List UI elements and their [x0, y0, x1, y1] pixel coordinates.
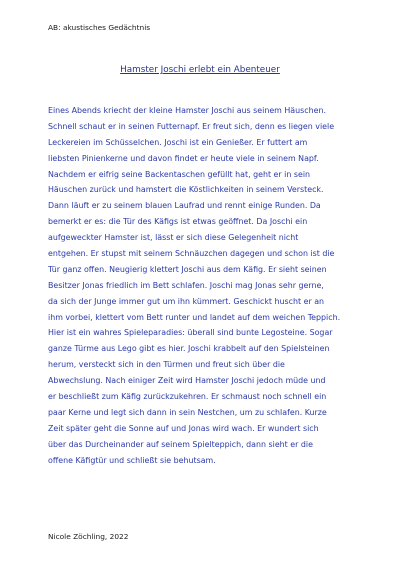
story-line: Hier ist ein wahres Spieleparadies: überall sind bunte Legosteine. Sogar [48, 328, 333, 338]
story-line: Nachdem er eifrig seine Backentaschen gefüllt hat, geht er in sein [48, 169, 311, 179]
story-line: Tür ganz offen. Neugierig klettert Joschi aus dem Käfig. Er sieht seinen [48, 264, 327, 274]
story-line: Schnell schaut er in seinen Futternapf. Er freut sich, denn es liegen viele [48, 121, 335, 131]
story-line: liebsten Pinienkerne und davon findet er heute viele in seinem Napf. [48, 153, 319, 163]
story-line: Eines Abends kriecht der kleine Hamster Joschi aus seinem Häuschen. [48, 106, 326, 115]
story-line: Zeit später geht die Sonne auf und Jonas wird wach. Er wundert sich [48, 423, 319, 433]
page-header: AB: akustisches Gedächtnis [48, 23, 151, 32]
story-line: offene Käfigtür und schließt sie behutsam. [48, 455, 216, 465]
story-line: entgehen. Er stupst mit seinem Schnäuzchen dagegen und schon ist die [48, 249, 335, 259]
story-line: aufgeweckter Hamster ist, lässt er sich diese Gelegenheit nicht [48, 233, 299, 243]
story-line: herum, versteckt sich in den Türmen und freut sich über die [48, 360, 285, 370]
story-line: Häuschen zurück und hamstert die Köstlichkeiten in seinem Versteck. [48, 185, 324, 195]
story-line: Leckereien im Schüsselchen. Joschi ist ein Genießer. Er futtert am [48, 137, 308, 147]
story-line: er beschließt zum Käfig zurückzukehren. Er schmaust noch schnell ein [48, 392, 327, 402]
story-line: Dann läuft er zu seinem blauen Laufrad und rennt einige Runden. Da [48, 201, 321, 211]
story-line: bemerkt er es: die Tür des Käfigs ist etwas geöffnet. Da Joschi ein [48, 217, 308, 227]
document-title: Hamster Joschi erlebt ein Abenteuer [120, 65, 280, 75]
story-line: paar Kerne und legt sich dann in sein Nestchen, um zu schlafen. Kurze [48, 407, 327, 417]
story-line: ihm vorbei, klettert vom Bett runter und landet auf dem weichen Teppich. [48, 312, 341, 322]
story-line: Besitzer Jonas friedlich im Bett schlafen. Joschi mag Jonas sehr gerne, [48, 280, 324, 290]
page-footer: Nicole Zöchling, 2022 [48, 532, 129, 541]
story-text [48, 103, 368, 468]
story-line: da sich der Junge immer gut um ihn kümmert. Geschickt huscht er an [48, 296, 325, 306]
story-line: ganze Türme aus Lego gibt es hier. Joschi krabbelt auf den Spielsteinen [48, 344, 330, 354]
story-line: über das Durcheinander auf seinem Spielteppich, dann sieht er die [48, 439, 313, 449]
story-line: Abwechslung. Nach einiger Zeit wird Hamster Joschi jedoch müde und [48, 376, 326, 386]
